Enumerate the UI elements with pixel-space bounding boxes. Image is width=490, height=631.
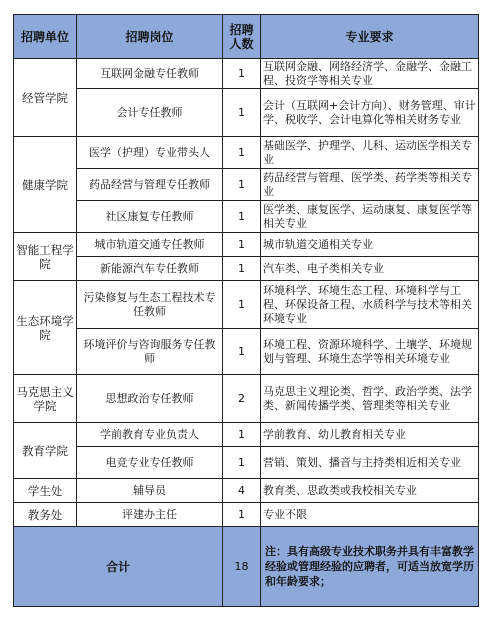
position-cell: 学前教育专业负责人 [77, 423, 223, 447]
count-cell: 1 [223, 503, 261, 527]
table-row [14, 257, 479, 281]
header-major: 专业要求 [261, 15, 479, 59]
total-note: 注：具有高级专业技术职务并具有丰富教学经验或管理经验的应聘者，可适当放宽学历和年龄要求； [261, 527, 479, 607]
table-row [14, 169, 479, 201]
total-row [14, 527, 479, 607]
position-cell: 电竞专业专任教师 [77, 447, 223, 479]
position-cell: 污染修复与生态工程技术专任教师 [77, 281, 223, 329]
count-cell: 2 [223, 375, 261, 423]
position-cell: 社区康复专任教师 [77, 201, 223, 233]
major-cell: 专业不限 [261, 503, 479, 527]
position-cell: 会计专任教师 [77, 89, 223, 137]
count-cell: 1 [223, 137, 261, 169]
total-count: 18 [223, 527, 261, 607]
table-row [14, 89, 479, 137]
position-cell: 药品经营与管理专任教师 [77, 169, 223, 201]
unit-cell: 马克思主义学院 [14, 375, 77, 423]
table-row [14, 233, 479, 257]
table-row [14, 375, 479, 423]
count-cell: 1 [223, 201, 261, 233]
count-cell: 1 [223, 233, 261, 257]
major-cell: 互联网金融、网络经济学、金融学、金融工程、投资学等相关专业 [261, 59, 479, 89]
unit-cell: 生态环境学院 [14, 281, 77, 375]
major-cell: 药品经营与管理、医学类、药学类等相关专业 [261, 169, 479, 201]
position-cell: 医学（护理）专业带头人 [77, 137, 223, 169]
unit-cell: 教育学院 [14, 423, 77, 479]
unit-cell: 健康学院 [14, 137, 77, 233]
position-cell: 辅导员 [77, 479, 223, 503]
table-row [14, 59, 479, 89]
count-cell: 4 [223, 479, 261, 503]
major-cell: 城市轨道交通相关专业 [261, 233, 479, 257]
count-cell: 1 [223, 281, 261, 329]
total-label: 合计 [14, 527, 223, 607]
recruitment-table-container [13, 14, 478, 607]
major-cell: 医学类、康复医学、运动康复、康复医学等相关专业 [261, 201, 479, 233]
major-cell: 营销、策划、播音与主持类相近相关专业 [261, 447, 479, 479]
count-cell: 1 [223, 89, 261, 137]
unit-cell: 智能工程学院 [14, 233, 77, 281]
header-count: 招聘人数 [223, 15, 261, 59]
count-cell: 1 [223, 329, 261, 375]
header-unit: 招聘单位 [14, 15, 77, 59]
table-row [14, 423, 479, 447]
table-row [14, 503, 479, 527]
major-cell: 学前教育、幼儿教育相关专业 [261, 423, 479, 447]
position-cell: 互联网金融专任教师 [77, 59, 223, 89]
position-cell: 新能源汽车专任教师 [77, 257, 223, 281]
count-cell: 1 [223, 423, 261, 447]
count-cell: 1 [223, 257, 261, 281]
unit-cell: 学生处 [14, 479, 77, 503]
unit-cell: 经管学院 [14, 59, 77, 137]
table-row [14, 479, 479, 503]
count-cell: 1 [223, 447, 261, 479]
position-cell: 环境评价与咨询服务专任教师 [77, 329, 223, 375]
table-header-row [14, 15, 479, 59]
major-cell: 环境科学、环境生态工程、环境科学与工程、环保设备工程、水质科学与技术等相关环境专业 [261, 281, 479, 329]
major-cell: 会计（互联网+会计方向）、财务管理、审计学、税收学、会计电算化等相关财务专业 [261, 89, 479, 137]
position-cell: 思想政治专任教师 [77, 375, 223, 423]
table-row [14, 201, 479, 233]
major-cell: 基础医学、护理学、儿科、运动医学相关专业 [261, 137, 479, 169]
major-cell: 汽车类、电子类相关专业 [261, 257, 479, 281]
position-cell: 评建办主任 [77, 503, 223, 527]
position-cell: 城市轨道交通专任教师 [77, 233, 223, 257]
count-cell: 1 [223, 169, 261, 201]
unit-cell: 教务处 [14, 503, 77, 527]
recruitment-table [13, 14, 479, 607]
major-cell: 教育类、思政类或我校相关专业 [261, 479, 479, 503]
table-row [14, 329, 479, 375]
table-row [14, 137, 479, 169]
count-cell: 1 [223, 59, 261, 89]
table-row [14, 447, 479, 479]
header-position: 招聘岗位 [77, 15, 223, 59]
major-cell: 马克思主义理论类、哲学、政治学类、法学类、新闻传播学类、管理类等相关专业 [261, 375, 479, 423]
table-row [14, 281, 479, 329]
major-cell: 环境工程、资源环境科学、土壤学、环境规划与管理、环境生态学等相关环境专业 [261, 329, 479, 375]
